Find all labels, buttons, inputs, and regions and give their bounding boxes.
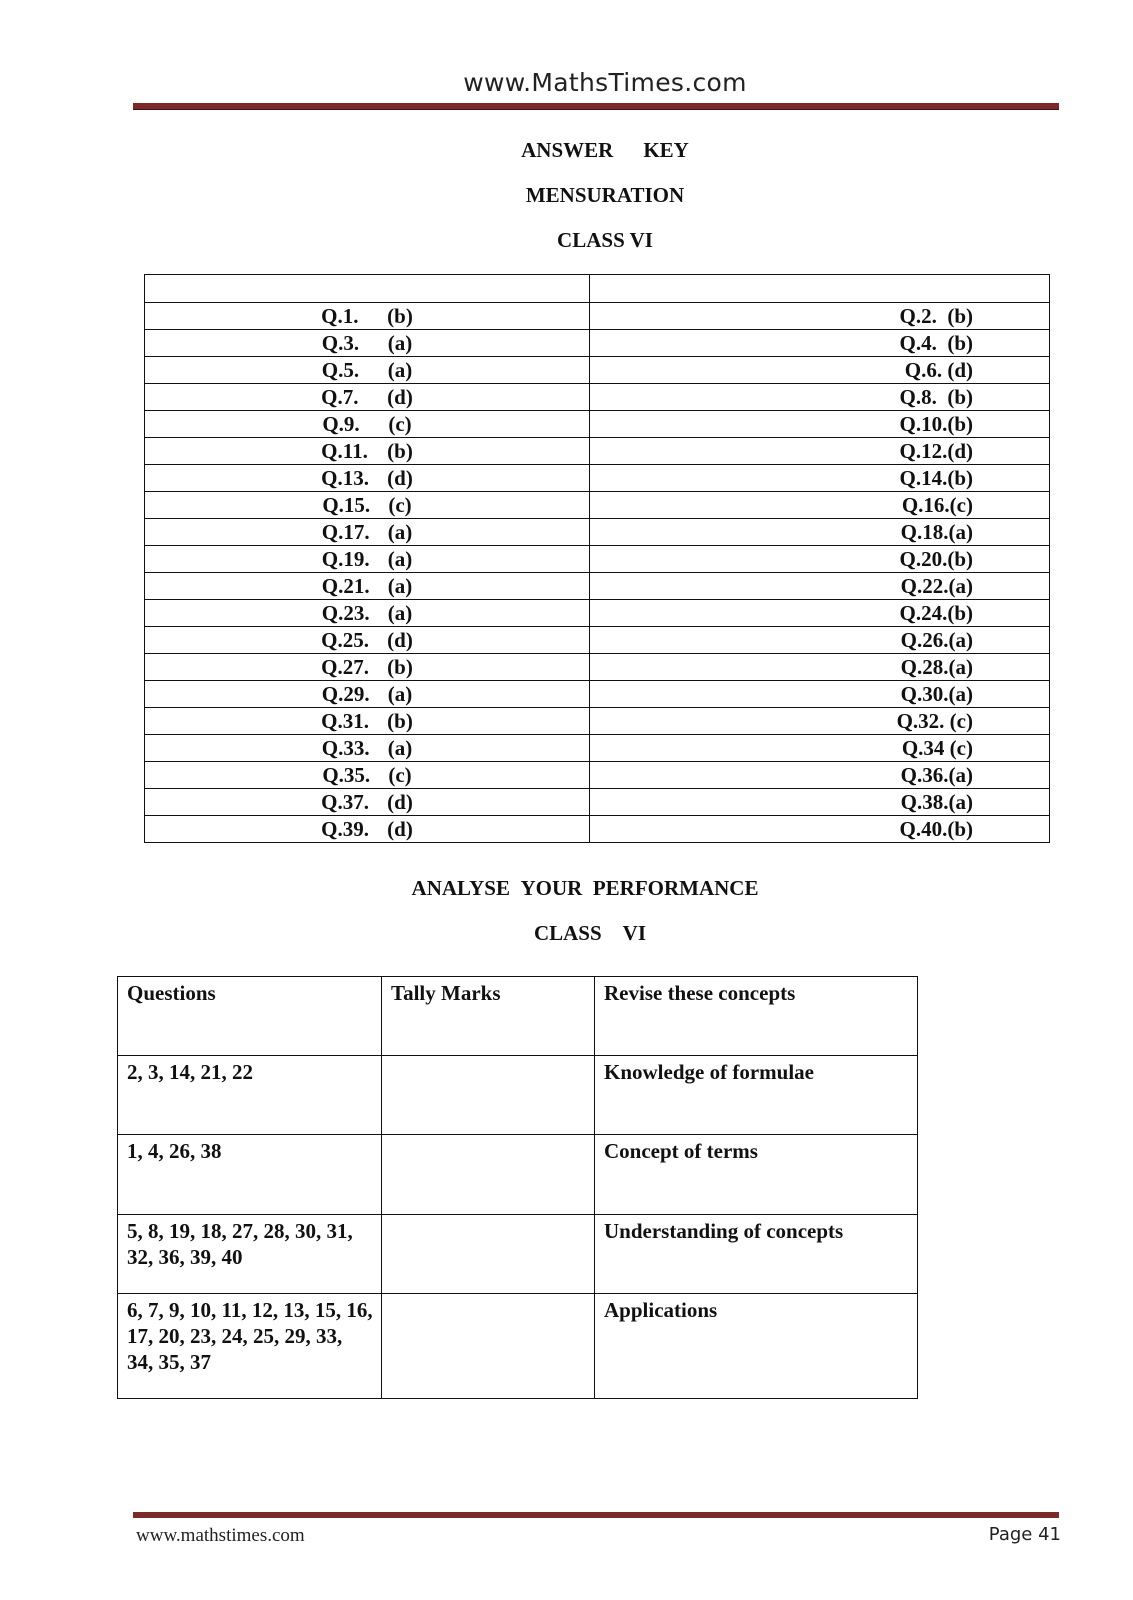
right-answer-cell — [590, 627, 1050, 654]
question-number: Q.7. — [321, 385, 359, 409]
right-answer: Q.20.(b) — [899, 547, 973, 571]
answer-option: (d) — [387, 817, 413, 841]
right-answer-cell — [590, 789, 1050, 816]
right-answer-cell — [590, 546, 1050, 573]
table-row — [145, 681, 1050, 708]
concept-cell: Understanding of concepts — [595, 1215, 918, 1294]
question-number: Q.1. — [321, 304, 359, 328]
right-answer-cell — [590, 816, 1050, 843]
left-answer-cell — [145, 816, 590, 843]
left-answer — [322, 358, 413, 382]
left-answer — [321, 385, 413, 409]
tally-cell — [382, 1215, 595, 1294]
left-answer-cell — [145, 708, 590, 735]
left-answer-cell — [145, 411, 590, 438]
answer-option: (a) — [387, 736, 413, 760]
tally-cell — [382, 1135, 595, 1215]
right-answer: Q.28.(a) — [900, 655, 973, 679]
left-answer-cell — [145, 654, 590, 681]
right-answer: Q.32. (c) — [896, 709, 973, 733]
analyse-word: PERFORMANCE — [592, 876, 759, 900]
left-answer — [322, 574, 413, 598]
page-number: Page 41 — [988, 1524, 1061, 1545]
site-header: www.MathsTimes.com — [463, 68, 747, 97]
analyse-class-title — [0, 921, 1133, 946]
right-answer-cell — [590, 573, 1050, 600]
left-answer-cell — [145, 762, 590, 789]
left-answer-cell — [145, 546, 590, 573]
left-answer — [321, 817, 413, 841]
analyse-title — [0, 876, 1133, 901]
right-answer-cell — [590, 654, 1050, 681]
right-answer: Q.24.(b) — [899, 601, 973, 625]
left-answer-cell — [145, 789, 590, 816]
blank-cell — [590, 275, 1050, 303]
right-answer-cell — [590, 330, 1050, 357]
right-answer: Q.38.(a) — [900, 790, 973, 814]
table-row — [145, 357, 1050, 384]
questions-cell: 1, 4, 26, 38 — [118, 1135, 382, 1215]
left-answer — [321, 790, 413, 814]
right-answer: Q.36.(a) — [900, 763, 973, 787]
question-number: Q.21. — [321, 574, 370, 598]
table-row — [145, 492, 1050, 519]
answer-option: (d) — [387, 466, 413, 490]
table-row — [118, 1294, 918, 1399]
concept-cell: Concept of terms — [595, 1135, 918, 1215]
answer-option: (b) — [387, 655, 413, 679]
right-answer: Q.2. (b) — [899, 304, 973, 328]
header-tally: Tally Marks — [382, 977, 595, 1056]
answer-option: (c) — [388, 412, 412, 436]
table-row — [145, 762, 1050, 789]
left-answer-cell — [145, 573, 590, 600]
question-number: Q.3. — [321, 331, 360, 355]
right-answer-cell — [590, 735, 1050, 762]
left-answer-cell — [145, 438, 590, 465]
right-answer: Q.6. (d) — [904, 358, 973, 382]
right-answer-cell — [590, 465, 1050, 492]
tally-cell — [382, 1056, 595, 1135]
questions-cell: 5, 8, 19, 18, 27, 28, 30, 31, 32, 36, 39, 40 — [118, 1215, 382, 1294]
left-answer-cell — [145, 465, 590, 492]
question-number: Q.9. — [322, 412, 360, 436]
left-answer-cell — [145, 357, 590, 384]
right-answer: Q.12.(d) — [899, 439, 973, 463]
header-concepts: Revise these concepts — [595, 977, 918, 1056]
left-answer-cell — [145, 627, 590, 654]
right-answer: Q.30.(a) — [900, 682, 973, 706]
answer-key-title — [0, 138, 1133, 163]
left-answer — [321, 709, 413, 733]
right-answer-cell — [590, 681, 1050, 708]
right-answer: Q.26.(a) — [900, 628, 973, 652]
table-row — [145, 384, 1050, 411]
performance-table — [117, 976, 918, 1399]
table-row — [145, 708, 1050, 735]
table-row — [145, 438, 1050, 465]
right-answer-cell — [590, 357, 1050, 384]
answer-option: (a) — [387, 601, 413, 625]
left-answer — [321, 628, 413, 652]
table-row — [118, 1215, 918, 1294]
right-answer: Q.10.(b) — [899, 412, 973, 436]
table-row — [145, 789, 1050, 816]
right-answer-cell — [590, 492, 1050, 519]
right-answer-cell — [590, 303, 1050, 330]
table-row — [145, 816, 1050, 843]
table-row — [145, 546, 1050, 573]
concept-cell: Applications — [595, 1294, 918, 1399]
right-answer-cell — [590, 600, 1050, 627]
left-answer — [321, 655, 413, 679]
right-answer: Q.4. (b) — [899, 331, 973, 355]
title-key: KEY — [643, 138, 689, 162]
analyse-word: YOUR — [520, 876, 583, 900]
answer-option: (b) — [387, 439, 413, 463]
table-row — [145, 600, 1050, 627]
class-word: CLASS — [533, 921, 602, 945]
left-answer — [322, 412, 411, 436]
title-answer: ANSWER — [521, 138, 614, 162]
answer-option: (c) — [388, 493, 412, 517]
right-answer: Q.16.(c) — [901, 493, 973, 517]
table-row — [118, 1056, 918, 1135]
right-answer-cell — [590, 519, 1050, 546]
right-answer-cell — [590, 438, 1050, 465]
question-number: Q.35. — [322, 763, 371, 787]
question-number: Q.31. — [321, 709, 369, 733]
left-answer — [322, 601, 413, 625]
question-number: Q.33. — [321, 736, 370, 760]
left-answer-cell — [145, 735, 590, 762]
left-answer — [321, 466, 413, 490]
question-number: Q.11. — [321, 439, 368, 463]
answer-option: (a) — [387, 547, 413, 571]
answer-option: (a) — [387, 331, 413, 355]
question-number: Q.17. — [321, 520, 370, 544]
analyse-word: ANALYSE — [411, 876, 510, 900]
right-answer-cell — [590, 411, 1050, 438]
answer-option: (a) — [387, 682, 413, 706]
questions-cell: 2, 3, 14, 21, 22 — [118, 1056, 382, 1135]
left-answer — [322, 763, 411, 787]
left-answer — [322, 331, 413, 355]
left-answer-cell — [145, 681, 590, 708]
table-row — [145, 627, 1050, 654]
answer-key-table — [144, 274, 1050, 843]
header-questions: Questions — [118, 977, 382, 1056]
class-title: CLASS VI — [557, 228, 653, 252]
answer-option: (a) — [387, 574, 413, 598]
left-answer — [322, 682, 413, 706]
answer-option: (a) — [387, 358, 413, 382]
left-answer — [321, 439, 413, 463]
right-answer: Q.34 (c) — [901, 736, 973, 760]
answer-option: (d) — [387, 385, 413, 409]
right-answer: Q.14.(b) — [899, 466, 973, 490]
question-number: Q.39. — [321, 817, 369, 841]
left-answer-cell — [145, 303, 590, 330]
table-row — [145, 411, 1050, 438]
left-answer-cell — [145, 330, 590, 357]
left-answer-cell — [145, 492, 590, 519]
right-answer-cell — [590, 384, 1050, 411]
table-row — [145, 654, 1050, 681]
question-number: Q.23. — [321, 601, 370, 625]
tally-cell — [382, 1294, 595, 1399]
answer-option: (a) — [387, 520, 413, 544]
right-answer: Q.22.(a) — [900, 574, 973, 598]
question-number: Q.29. — [321, 682, 370, 706]
left-answer — [322, 736, 413, 760]
footer-rule — [133, 1512, 1059, 1518]
question-number: Q.27. — [321, 655, 369, 679]
table-header-row — [145, 275, 1050, 303]
subject-title: MENSURATION — [525, 183, 685, 207]
question-number: Q.13. — [321, 466, 369, 490]
right-answer-cell — [590, 762, 1050, 789]
left-answer — [322, 493, 411, 517]
question-number: Q.37. — [321, 790, 369, 814]
concept-cell: Knowledge of formulae — [595, 1056, 918, 1135]
table-row — [145, 573, 1050, 600]
answer-option: (b) — [387, 304, 413, 328]
question-number: Q.5. — [321, 358, 360, 382]
table-row — [145, 519, 1050, 546]
left-answer-cell — [145, 600, 590, 627]
left-answer — [321, 304, 413, 328]
question-number: Q.19. — [321, 547, 370, 571]
footer-site: www.mathstimes.com — [136, 1525, 305, 1546]
header-rule — [133, 103, 1059, 109]
questions-cell: 6, 7, 9, 10, 11, 12, 13, 15, 16, 17, 20, 23, 24, 25, 29, 33, 34, 35, 37 — [118, 1294, 382, 1399]
blank-cell — [145, 275, 590, 303]
right-answer: Q.8. (b) — [899, 385, 973, 409]
right-answer-cell — [590, 708, 1050, 735]
table-header-row — [118, 977, 918, 1056]
left-answer-cell — [145, 384, 590, 411]
table-row — [118, 1135, 918, 1215]
answer-option: (d) — [387, 790, 413, 814]
class-word: VI — [622, 921, 647, 945]
question-number: Q.15. — [322, 493, 371, 517]
answer-option: (d) — [387, 628, 413, 652]
left-answer — [322, 547, 413, 571]
table-row — [145, 735, 1050, 762]
right-answer: Q.40.(b) — [899, 817, 973, 841]
right-answer: Q.18.(a) — [900, 520, 973, 544]
table-row — [145, 465, 1050, 492]
answer-option: (b) — [387, 709, 413, 733]
left-answer — [322, 520, 413, 544]
answer-option: (c) — [388, 763, 412, 787]
left-answer-cell — [145, 519, 590, 546]
table-row — [145, 303, 1050, 330]
question-number: Q.25. — [321, 628, 369, 652]
table-row — [145, 330, 1050, 357]
